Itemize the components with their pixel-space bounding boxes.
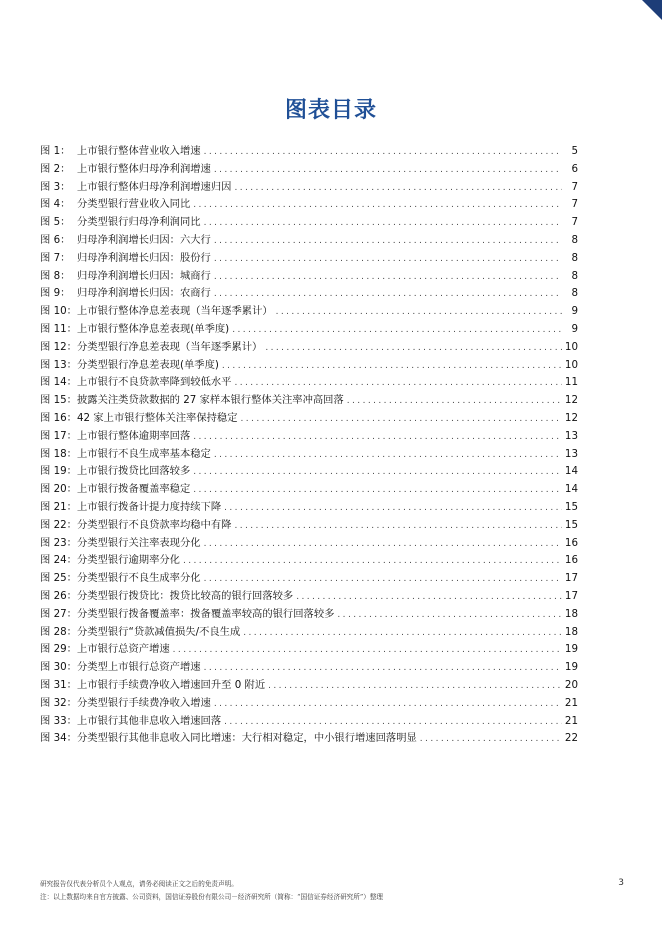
toc-row[interactable] [40,392,578,410]
toc-figure-number: 图 17： [40,429,77,442]
toc-leader-dots [204,215,562,233]
toc-leader-dots [204,660,562,678]
toc-page-number: 15 [564,500,578,513]
toc-row[interactable] [40,339,578,357]
toc-figure-title: 归母净利润增长归因：六大行 [77,233,211,246]
toc-figure-number: 图 18： [40,447,77,460]
toc-leader-dots [204,536,562,554]
toc-leader-dots [204,571,562,589]
toc-figure-number: 图 14： [40,376,77,389]
toc-figure-title: 上市银行其他非息收入增速回落 [77,714,222,727]
toc-row[interactable] [40,499,578,517]
toc-figure-number: 图 10： [40,305,77,318]
toc-figure-number: 图 30： [40,661,77,674]
toc-figure-number: 图 15： [40,394,77,407]
toc-page-number: 22 [564,732,578,745]
toc-figure-title: 归母净利润增长归因：农商行 [77,287,211,300]
toc-row[interactable] [40,357,578,375]
toc-row[interactable] [40,677,578,695]
toc-leader-dots [214,251,562,269]
toc-leader-dots [268,678,562,696]
toc-row[interactable] [40,481,578,499]
toc-page-number: 8 [571,251,578,264]
toc-leader-dots [214,233,562,251]
toc-figure-number: 图 25： [40,572,77,585]
toc-figure-number: 图 31： [40,678,77,691]
toc-figure-title: 分类型银行其他非息收入同比增速：大行相对稳定，中小银行增速回落明显 [77,732,417,745]
toc-figure-number: 图 2： [40,162,71,175]
toc-leader-dots [224,714,562,732]
toc-row[interactable] [40,232,578,250]
toc-figure-title: 分类型银行手续费净收入增速 [77,696,211,709]
toc-row[interactable] [40,374,578,392]
toc-page-number: 13 [564,429,578,442]
toc-figure-title: 分类型银行关注率表现分化 [77,536,201,549]
toc-page-number: 10 [564,340,578,353]
toc-page-number: 8 [571,233,578,246]
toc-row[interactable] [40,641,578,659]
toc-leader-dots [214,286,562,304]
toc-figure-number: 图 4： [40,198,71,211]
toc-row[interactable] [40,285,578,303]
toc-row[interactable] [40,517,578,535]
toc-figure-title: 分类型银行营业收入同比 [77,198,191,211]
toc-page-number: 16 [564,554,578,567]
toc-page-number: 16 [564,536,578,549]
toc-page-number: 21 [564,714,578,727]
toc-page-number: 5 [571,145,578,157]
toc-page-number: 18 [564,607,578,620]
toc-page-number: 21 [564,696,578,709]
toc-figure-number: 图 16： [40,411,77,424]
toc-leader-dots [222,358,562,376]
toc-page-number: 12 [564,394,578,407]
toc-row[interactable] [40,695,578,713]
toc-leader-dots [204,144,562,162]
toc-figure-number: 图 6： [40,233,71,246]
toc-figure-title: 分类型上市银行总资产增速 [77,661,201,674]
page-title: 图表目录 [284,98,377,123]
toc-page-number: 12 [564,411,578,424]
toc-leader-dots [347,393,562,411]
toc-page-number: 17 [564,572,578,585]
toc-row[interactable] [40,161,578,179]
toc-row[interactable] [40,143,578,161]
toc-figure-number: 图 26： [40,589,77,602]
toc-figure-title: 归母净利润增长归因：股份行 [77,251,211,264]
toc-row[interactable] [40,570,578,588]
toc-row[interactable] [40,410,578,428]
toc-figure-title: 分类型银行逾期率分化 [77,554,180,567]
toc-figure-number: 图 21： [40,500,77,513]
toc-figure-title: 分类型银行不良贷款率均稳中有降 [77,518,232,531]
toc-figure-title: 披露关注类贷款数据的 27 家样本银行整体关注率冲高回落 [77,394,344,407]
toc-leader-dots [214,162,562,180]
toc-page-number: 14 [564,465,578,478]
toc-page-number: 18 [564,625,578,638]
toc-figure-title: 上市银行拨备计提力度持续下降 [77,500,222,513]
toc-figure-number: 图 7： [40,251,71,264]
toc-row[interactable] [40,552,578,570]
toc-leader-dots [193,197,562,215]
toc-leader-dots [276,304,562,322]
footer-note: 注：以上数据均来自官方披露、公司资料，国信证券股份有限公司－经济研究所（简称：“国信证券经济研究所”）整理 [40,893,384,901]
page-number: 3 [618,878,624,888]
toc-figure-title: 上市银行拨贷比回落较多 [77,465,191,478]
toc-page-number: 8 [571,287,578,300]
toc-leader-dots [243,625,562,643]
toc-figure-number: 图 27： [40,607,77,620]
toc-page-number: 13 [564,447,578,460]
toc-figure-number: 图 13： [40,358,77,371]
toc-row[interactable] [40,321,578,339]
toc-figure-title: 归母净利润增长归因：城商行 [77,269,211,282]
toc-figure-number: 图 33： [40,714,77,727]
toc-row[interactable] [40,303,578,321]
toc-page-number: 19 [564,661,578,674]
toc-figure-title: 分类型银行拨贷比：拨贷比较高的银行回落较多 [77,589,294,602]
toc-leader-dots [265,340,562,358]
toc-figure-number: 图 9： [40,287,71,300]
toc-figure-title: 上市银行整体营业收入增速 [77,145,201,157]
toc-leader-dots [214,696,562,714]
toc-page-number: 6 [571,162,578,175]
toc-figure-number: 图 19： [40,465,77,478]
toc-leader-dots [337,607,562,625]
footer-disclaimer: 研究报告仅代表分析员个人观点，请务必阅读正文之后的免责声明。 [40,880,238,888]
toc-figure-title: 上市银行整体归母净利润增速归因 [77,180,232,193]
table-of-figures [40,143,578,748]
toc-leader-dots [234,375,562,393]
toc-figure-number: 图 24： [40,554,77,567]
footer [40,878,624,904]
toc-figure-title: 上市银行整体逾期率回落 [77,429,191,442]
toc-figure-title: 上市银行整体净息差表现（当年逐季累计） [77,305,273,318]
toc-figure-title: 上市银行整体归母净利润增速 [77,162,211,175]
toc-figure-title: 分类型银行归母净利润同比 [77,216,201,229]
corner-decoration [642,0,662,20]
toc-leader-dots [193,464,562,482]
toc-page-number: 7 [571,180,578,193]
toc-figure-title: 分类型银行净息差表现(单季度) [77,358,219,371]
toc-row[interactable] [40,463,578,481]
toc-leader-dots [193,482,562,500]
toc-figure-title: 上市银行拨备覆盖率稳定 [77,483,191,496]
toc-leader-dots [420,731,562,749]
toc-row[interactable] [40,214,578,232]
toc-figure-number: 图 23： [40,536,77,549]
toc-page-number: 8 [571,269,578,282]
toc-figure-number: 图 8： [40,269,71,282]
toc-figure-title: 分类型银行净息差表现（当年逐季累计） [77,340,263,353]
toc-page-number: 10 [564,358,578,371]
toc-row[interactable] [40,535,578,553]
toc-row[interactable] [40,606,578,624]
toc-figure-number: 图 5： [40,216,71,229]
toc-figure-number: 图 1： [40,145,71,157]
toc-leader-dots [234,518,562,536]
toc-page-number: 9 [571,322,578,335]
toc-page-number: 19 [564,643,578,656]
toc-figure-title: 分类型银行不良生成率分化 [77,572,201,585]
toc-row[interactable] [40,588,578,606]
toc-row[interactable] [40,250,578,268]
toc-row[interactable] [40,713,578,731]
toc-figure-number: 图 34： [40,732,77,745]
toc-row[interactable] [40,730,578,748]
toc-leader-dots [296,589,562,607]
toc-leader-dots [214,447,562,465]
toc-leader-dots [183,553,562,571]
toc-row[interactable] [40,179,578,197]
toc-leader-dots [232,322,562,340]
toc-figure-number: 图 11： [40,322,77,335]
toc-figure-title: 分类型银行拨备覆盖率：拨备覆盖率较高的银行回落较多 [77,607,335,620]
toc-row[interactable] [40,659,578,677]
toc-leader-dots [234,180,562,198]
toc-figure-number: 图 28： [40,625,77,638]
toc-page-number: 20 [564,678,578,691]
toc-leader-dots [224,500,562,518]
toc-figure-title: 上市银行手续费净收入增速回升至 0 附近 [77,678,266,691]
toc-page-number: 17 [564,589,578,602]
toc-figure-title: 分类型银行“贷款减值损失/不良生成 [77,625,241,638]
toc-figure-title: 42 家上市银行整体关注率保持稳定 [77,411,238,424]
toc-figure-title: 上市银行整体净息差表现(单季度) [77,322,230,335]
toc-page-number: 7 [571,198,578,211]
toc-row[interactable] [40,428,578,446]
toc-figure-number: 图 32： [40,696,77,709]
toc-figure-title: 上市银行总资产增速 [77,643,170,656]
toc-row[interactable] [40,446,578,464]
toc-leader-dots [214,269,562,287]
toc-figure-title: 上市银行不良生成率基本稳定 [77,447,211,460]
toc-figure-number: 图 20： [40,483,77,496]
toc-row[interactable] [40,624,578,642]
toc-page-number: 15 [564,518,578,531]
toc-figure-number: 图 29： [40,643,77,656]
toc-page-number: 14 [564,483,578,496]
toc-page-number: 11 [564,376,578,389]
toc-page-number: 9 [571,305,578,318]
toc-leader-dots [173,642,562,660]
toc-page-number: 7 [571,216,578,229]
toc-figure-number: 图 12： [40,340,77,353]
toc-figure-number: 图 3： [40,180,71,193]
toc-leader-dots [241,411,562,429]
toc-leader-dots [193,429,562,447]
toc-figure-title: 上市银行不良贷款率降到较低水平 [77,376,232,389]
toc-figure-number: 图 22： [40,518,77,531]
toc-row[interactable] [40,268,578,286]
toc-row[interactable] [40,196,578,214]
